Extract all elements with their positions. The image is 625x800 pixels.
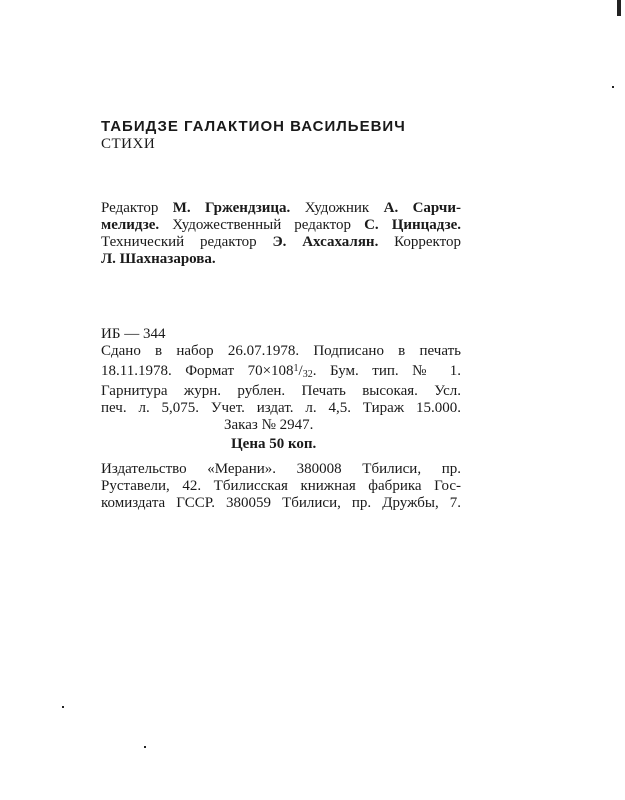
book-author: ТАБИДЗЕ ГАЛАКТИОН ВАСИЛЬЕВИЧ bbox=[101, 118, 406, 135]
format-slash: / bbox=[298, 363, 303, 379]
order-number: Заказ № 2947. bbox=[224, 417, 314, 433]
format-denominator: 32 bbox=[302, 369, 313, 380]
scan-speck bbox=[62, 706, 64, 708]
imprint-line: Гарнитура журн. рублен. Печать высокая. Усл. bbox=[101, 383, 461, 399]
credits-line bbox=[101, 200, 461, 217]
scan-edge-mark bbox=[617, 0, 621, 16]
artist-name: А. Сарчи- bbox=[383, 200, 461, 216]
credits-line bbox=[101, 234, 461, 251]
publisher-line: Издательство «Мерани». 380008 Тбилиси, пр. bbox=[101, 461, 461, 477]
publisher-line: комиздата ГССР. 380059 Тбилиси, пр. Дружбы, 7. bbox=[101, 495, 461, 511]
corrector-name: Л. Шахназарова. bbox=[101, 251, 216, 267]
ib-number: ИБ — 344 bbox=[101, 326, 166, 342]
imprint-line: печ. л. 5,075. Учет. издат. л. 4,5. Тираж 15.000. bbox=[101, 400, 461, 416]
format-text: 18.11.1978. Формат 70×108 bbox=[101, 363, 294, 379]
format-numerator: 1 bbox=[293, 363, 299, 374]
tech-editor-label: Технический редактор bbox=[101, 234, 257, 250]
art-editor-label: Художественный редактор bbox=[172, 217, 352, 233]
price: Цена 50 коп. bbox=[231, 436, 317, 452]
publisher-line: Руставели, 42. Тбилисская книжная фабрика Гос- bbox=[101, 478, 461, 494]
corrector-label: Корректор bbox=[394, 234, 462, 250]
paper-type: . Бум. тип. № 1. bbox=[312, 363, 461, 379]
publisher-block bbox=[101, 461, 461, 512]
artist-label: Художник bbox=[304, 200, 370, 216]
credits-line bbox=[101, 217, 461, 234]
credits-line bbox=[101, 251, 461, 268]
editor-label: Редактор bbox=[101, 200, 159, 216]
artist-name-cont: мелидзе. bbox=[101, 217, 160, 233]
imprint-line: Сдано в набор 26.07.1978. Подписано в печать bbox=[101, 343, 461, 359]
art-editor-name: С. Цинцадзе. bbox=[364, 217, 462, 233]
imprint-block bbox=[101, 326, 461, 453]
tech-editor-name: Э. Ахсахалян. bbox=[272, 234, 379, 250]
credits-block bbox=[101, 200, 461, 268]
imprint-line bbox=[101, 360, 461, 383]
book-title: СТИХИ bbox=[101, 136, 156, 152]
scan-speck bbox=[612, 86, 614, 88]
scan-speck bbox=[144, 746, 146, 748]
editor-name: М. Гржендзица. bbox=[172, 200, 291, 216]
